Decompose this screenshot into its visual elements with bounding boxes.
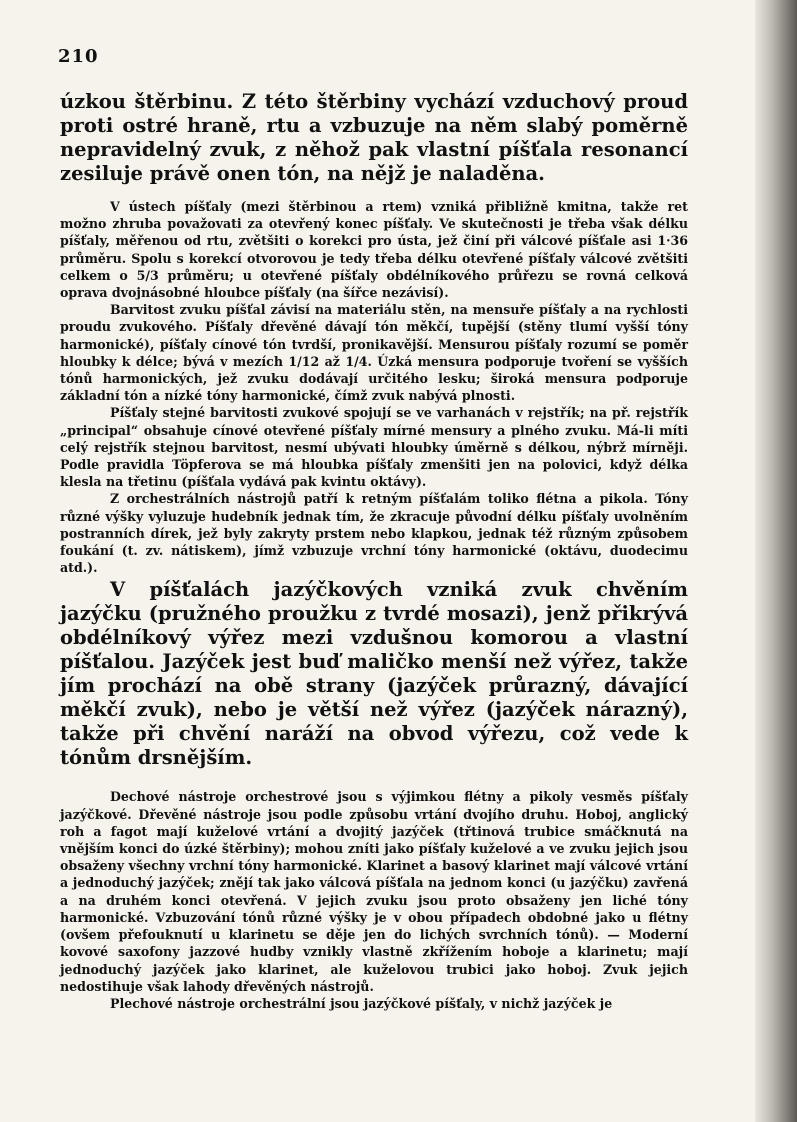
paragraph-flute: Z orchestrálních nástrojů patří k retným píšťalám toliko flétna a pikola. Tóny různé výšky vyluzuje hudebník jednak tím, že zkracuje původní délku píšťaly uvolněním postranních dírek, jež byly zakryty prstem nebo klapkou, jednak též různým způsobem foukání (t. zv. nátiskem), jímž vzbuzuje vrchní tóny harmonické (oktávu, duodecimu atd.). bbox=[60, 491, 688, 576]
paragraph-reed-pipes: V píšťalách jazýčkových vzniká zvuk chvěním jazýčku (pružného proužku z tvrdé mosazi), jenž přikrývá obdélníkový výřez mezi vzdušnou komorou a vlastní píšťalou. Jazýček jest buď maličko menší než výřez, takže jím prochází na obě strany (jazýček průrazný, dávající měkčí zvuk), nebo je větší než výřez (jazýček nárazný), takže při chvění naráží na obvod výřezu, což vede k tónům drsnějším. bbox=[60, 578, 688, 770]
page-edge-shadow bbox=[755, 0, 797, 1122]
paragraph-register: Píšťaly stejné barvitosti zvukové spojují se ve varhanách v rejstřík; na př. rejstřík „principal“ obsahuje cínové otevřené píšťaly mírné mensury a plného zvuku. Má-li míti celý rejstřík stejnou barvitost, nesmí ubývati hloubky úměrně s délkou, nýbrž mírněji. Podle pravidla Töpferova se má hloubka píšťaly zmenšiti jen na polovici, když délka klesla na třetinu (píšťala vydává pak kvintu oktávy). bbox=[60, 405, 688, 490]
page-number: 210 bbox=[58, 46, 99, 67]
paragraph-brass: Plechové nástroje orchestrální jsou jazýčkové píšťaly, v nichž jazýček je bbox=[110, 995, 613, 1011]
paragraph-timbre: Barvitost zvuku píšťal závisí na materiálu stěn, na mensuře píšťaly a na rychlosti proudu zvukového. Píšťaly dřevěné dávají tón měkčí, tupější (stěny tlumí vyšší tóny harmonické), píšťaly cínové tón tvrdší, pronikavější. Mensurou píšťaly rozumí se poměr hloubky k délce; bývá v mezích 1/12 až 1/4. Úzká mensura podporuje tvoření se vyšších tónů harmonických, jež zvuku dodávají určitého lesku; široká mensura podporuje základní tón a nízké tóny harmonické, čímž zvuk nabývá plnosti. bbox=[60, 302, 688, 404]
paragraph-intro: úzkou štěrbinu. Z této štěrbiny vychází vzduchový proud proti ostré hraně, rtu a vzbuzuje na něm slabý poměrně nepravidelný zvuk, z něhož pak vlastní píšťala resonancí zesiluje právě onen tón, na nějž je naladěna. bbox=[60, 90, 688, 185]
page-body bbox=[60, 90, 688, 1012]
paragraph-mouth-correction: V ústech píšťaly (mezi štěrbinou a rtem) vzniká přibližně kmitna, takže ret možno zhruba považovati za otevřený konec píšťaly. Ve skutečnosti je třeba však délku píšťaly, měřenou od rtu, zvětšiti o korekci pro ústa, jež činí při válcové píšťale asi 1·36 průměru. Spolu s korekcí otvorovou je tedy třeba délku otevřené píšťaly válcové zvětšiti celkem o 5/3 průměru; u otevřené píšťaly obdélníkového průřezu se rovná celková oprava dvojnásobné hloubce píšťaly (na šířce nezávisí). bbox=[60, 199, 688, 301]
paragraph-woodwinds: Dechové nástroje orchestrové jsou s výjimkou flétny a pikoly vesměs píšťaly jazýčkové. Dřevěné nástroje jsou podle způsobu vrtání dvojího druhu. Hoboj, anglický roh a fagot mají kuželové vrtání a dvojitý jazýček (třtinová trubice smáčknutá na vnějším konci do úzké štěrbiny); mohou zníti jako píšťaly kuželové a ve zvuku jejich jsou obsaženy všechny vrchní tóny harmonické. Klarinet a basový klarinet mají válcové vrtání a jednoduchý jazýček; znějí tak jako válcová píšťala na jednom konci (u jazýčku) zavřená a na druhém konci otevřená. V jejich zvuku jsou proto obsaženy jen liché tóny harmonické. Vzbuzování tónů různé výšky je v obou případech obdobné jako u flétny (ovšem přefouknutí u klarinetu se děje jen do lichých svrchních tónů). — Moderní kovové saxofony jazzové hudby vznikly vlastně zkřížením hoboje a klarinetu; mají jednoduchý jazýček jako klarinet, ale kuželovou trubici jako hoboj. Zvuk jejich nedostihuje však lahody dřevěných nástrojů. bbox=[60, 789, 688, 994]
